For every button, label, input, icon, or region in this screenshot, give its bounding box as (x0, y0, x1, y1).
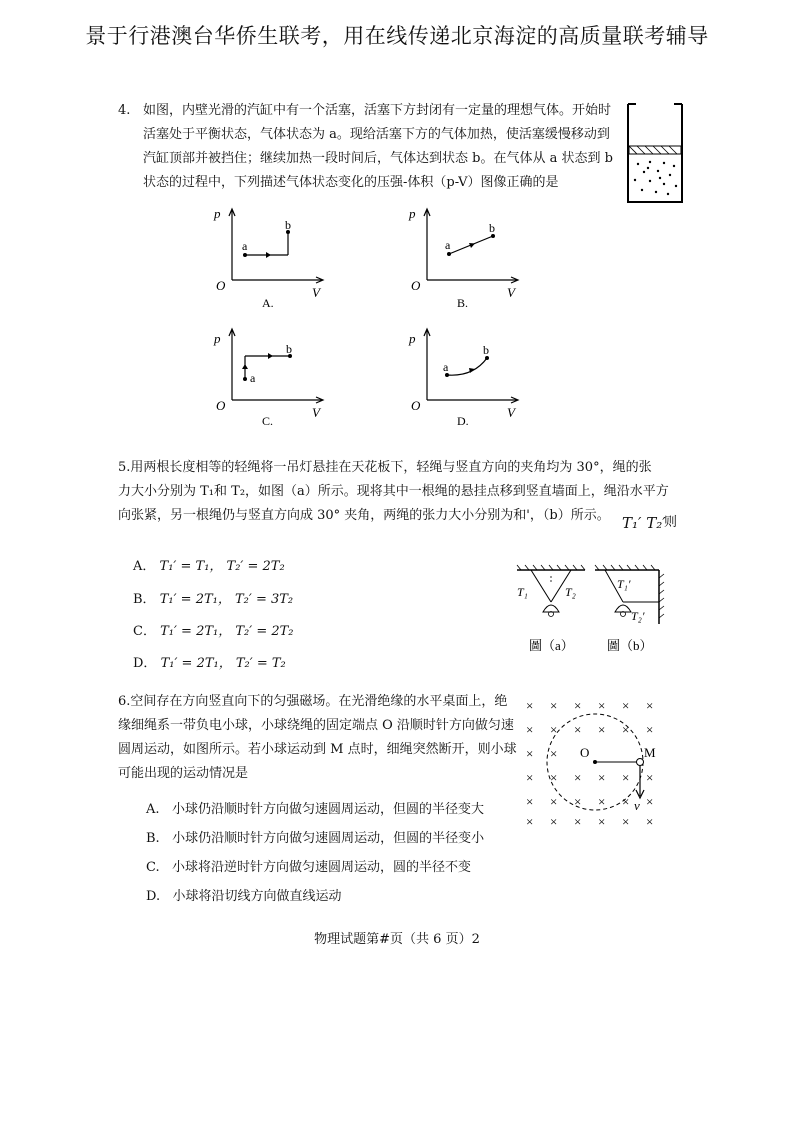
option-label: C. (146, 860, 160, 875)
figure-caption: 圖（a） (529, 638, 574, 653)
q6-option-b (146, 827, 484, 846)
field-cross: × (550, 722, 558, 737)
origin-label: O (411, 278, 421, 293)
point-b-label: b (489, 221, 495, 235)
field-cross: × (598, 698, 606, 713)
q5-option-b (133, 588, 293, 607)
origin-label: O (411, 398, 421, 413)
option-text: 小球仍沿顺时针方向做匀速圆周运动，但圆的半径变小 (172, 831, 485, 846)
axis-p-label: p (409, 206, 416, 221)
q5-tail-math: T₁′ T₂′ (622, 514, 666, 532)
tension-t1p-label: T₁′ (617, 577, 631, 591)
field-cross: × (646, 814, 654, 829)
page-banner: 景于行港澳台华侨生联考，用在线传递北京海淀的高质量联考辅导 (85, 24, 709, 48)
graph-caption: C. (262, 414, 274, 428)
axis-v-label: V (312, 405, 320, 420)
field-cross: × (598, 770, 606, 785)
cylinder-figure (620, 96, 690, 206)
lamp-figure-a (515, 562, 595, 657)
magnetic-field-figure (520, 694, 670, 834)
graph-caption: B. (457, 296, 469, 310)
q6-line: 圆周运动，如图所示。若小球运动到 M 点时，细绳突然断开，则小球 (118, 742, 517, 757)
graph-caption: A. (262, 296, 274, 310)
field-cross: × (526, 746, 534, 761)
q5-line: 力大小分别为 T₁和 T₂，如图（a）所示。现将其中一根绳的悬挂点移到竖直墙面上，绳沿水平方 (118, 484, 669, 499)
field-cross: × (598, 722, 606, 737)
field-cross: × (622, 722, 630, 737)
axis-v-label: V (507, 285, 515, 300)
option-text: 小球将沿逆时针方向做匀速圆周运动，圆的半径不变 (172, 860, 472, 875)
axis-v-label: V (507, 405, 515, 420)
q4-line: 汽缸顶部并被挡住；继续加热一段时间后，气体达到状态 b。在气体从 a 状态到 b (143, 151, 613, 166)
graph-b (405, 205, 525, 315)
field-cross: × (598, 814, 606, 829)
q5-line: 5.用两根长度相等的轻绳将一吊灯悬挂在天花板下，轻绳与竖直方向的夹角均为 30°，绳的张 (118, 460, 652, 475)
option-text: T₁′ = 2T₁， T₂′ = T₂ (160, 656, 286, 671)
option-label: B. (146, 831, 160, 846)
origin-label: O (216, 398, 226, 413)
point-a-label: a (443, 360, 449, 374)
option-label: B． (133, 592, 156, 607)
option-text: T₁′ = T₁， T₂′ = 2T₂ (159, 559, 285, 574)
q6-option-d (146, 885, 342, 904)
point-b-label: b (285, 218, 291, 232)
point-a-label: a (250, 371, 256, 385)
axis-p-label: p (214, 206, 221, 221)
tension-t2p-label: T₂′ (631, 609, 645, 623)
tension-t2-label: T₂ (565, 585, 576, 599)
field-cross: × (598, 794, 606, 809)
q5-text (118, 456, 688, 528)
origin-label: O (216, 278, 226, 293)
field-cross: × (550, 770, 558, 785)
axis-p-label: p (214, 331, 221, 346)
lamp-figure-b (593, 562, 673, 657)
q6-line: 缘细绳系一带负电小球，小球绕绳的固定端点 O 沿顺时针方向做匀速 (118, 718, 514, 733)
q4-number: 4. (118, 103, 131, 118)
graph-a (210, 205, 330, 315)
q4-text (143, 99, 623, 195)
q4-line: 状态的过程中，下列描述气体状态变化的压强-体积（p-V）图像正确的是 (143, 175, 559, 190)
q6-line: 6.空间存在方向竖直向下的匀强磁场。在光滑绝缘的水平桌面上，绝 (118, 694, 508, 709)
q4-line: 如图，内壁光滑的汽缸中有一个活塞，活塞下方封闭有一定量的理想气体。开始时 (143, 103, 612, 118)
velocity-v-label: v (634, 798, 640, 813)
field-cross: × (646, 722, 654, 737)
point-a-label: a (242, 239, 248, 253)
point-m-label: M (644, 745, 656, 760)
option-label: A. (146, 802, 160, 817)
point-b-label: b (483, 343, 489, 357)
field-cross: × (574, 814, 582, 829)
field-cross: × (646, 794, 654, 809)
field-cross: × (550, 746, 558, 761)
field-cross: × (622, 698, 630, 713)
graph-c (210, 325, 330, 435)
field-cross: × (574, 722, 582, 737)
field-cross: × (526, 722, 534, 737)
q6-text (118, 690, 518, 786)
tension-t1-label: T₁ (517, 585, 528, 599)
field-cross: × (526, 794, 534, 809)
field-cross: × (622, 794, 630, 809)
center-o-label: O (580, 745, 590, 760)
field-cross: × (550, 698, 558, 713)
graph-d (405, 325, 525, 435)
q5-option-d (133, 652, 286, 671)
q6-line: 可能出现的运动情况是 (118, 766, 249, 781)
q5-option-c (133, 620, 294, 639)
option-text: T₁′ = 2T₁， T₂′ = 3T₂ (159, 592, 294, 607)
field-cross: × (550, 794, 558, 809)
option-text: T₁′ = 2T₁， T₂′ = 2T₂ (160, 624, 294, 639)
field-cross: × (574, 794, 582, 809)
option-text: 小球仍沿顺时针方向做匀速圆周运动，但圆的半径变大 (171, 802, 484, 817)
field-cross: × (574, 770, 582, 785)
option-text: 小球将沿切线方向做直线运动 (172, 889, 342, 904)
point-b-label: b (286, 342, 292, 356)
q5-tail: 则 (664, 515, 678, 530)
field-cross: × (646, 698, 654, 713)
axis-v-label: V (312, 285, 320, 300)
option-label: A． (133, 559, 156, 574)
field-cross: × (574, 698, 582, 713)
graph-caption: D. (457, 414, 469, 428)
q5-option-a (133, 555, 285, 574)
page-footer: 物理试题第#页（共 6 页）2 (314, 932, 480, 947)
field-cross: × (622, 814, 630, 829)
field-cross: × (526, 814, 534, 829)
option-label: D． (133, 656, 157, 671)
q5-line: 向张紧，另一根绳仍与竖直方向成 30° 夹角，两绳的张力大小分别为和'，（b）所示。 (118, 508, 610, 523)
axis-p-label: p (409, 331, 416, 346)
field-cross: × (526, 698, 534, 713)
q6-option-a (146, 798, 484, 817)
field-cross: × (646, 770, 654, 785)
q6-option-c (146, 856, 471, 875)
figure-caption: 圖（b） (607, 638, 653, 653)
field-cross: × (550, 814, 558, 829)
point-a-label: a (445, 238, 451, 252)
q4-line: 活塞处于平衡状态，气体状态为 a。现给活塞下方的气体加热，使活塞缓慢移动到 (143, 127, 610, 142)
field-cross: × (526, 770, 534, 785)
field-cross: × (622, 770, 630, 785)
option-label: D. (146, 889, 161, 904)
option-label: C． (133, 624, 156, 639)
